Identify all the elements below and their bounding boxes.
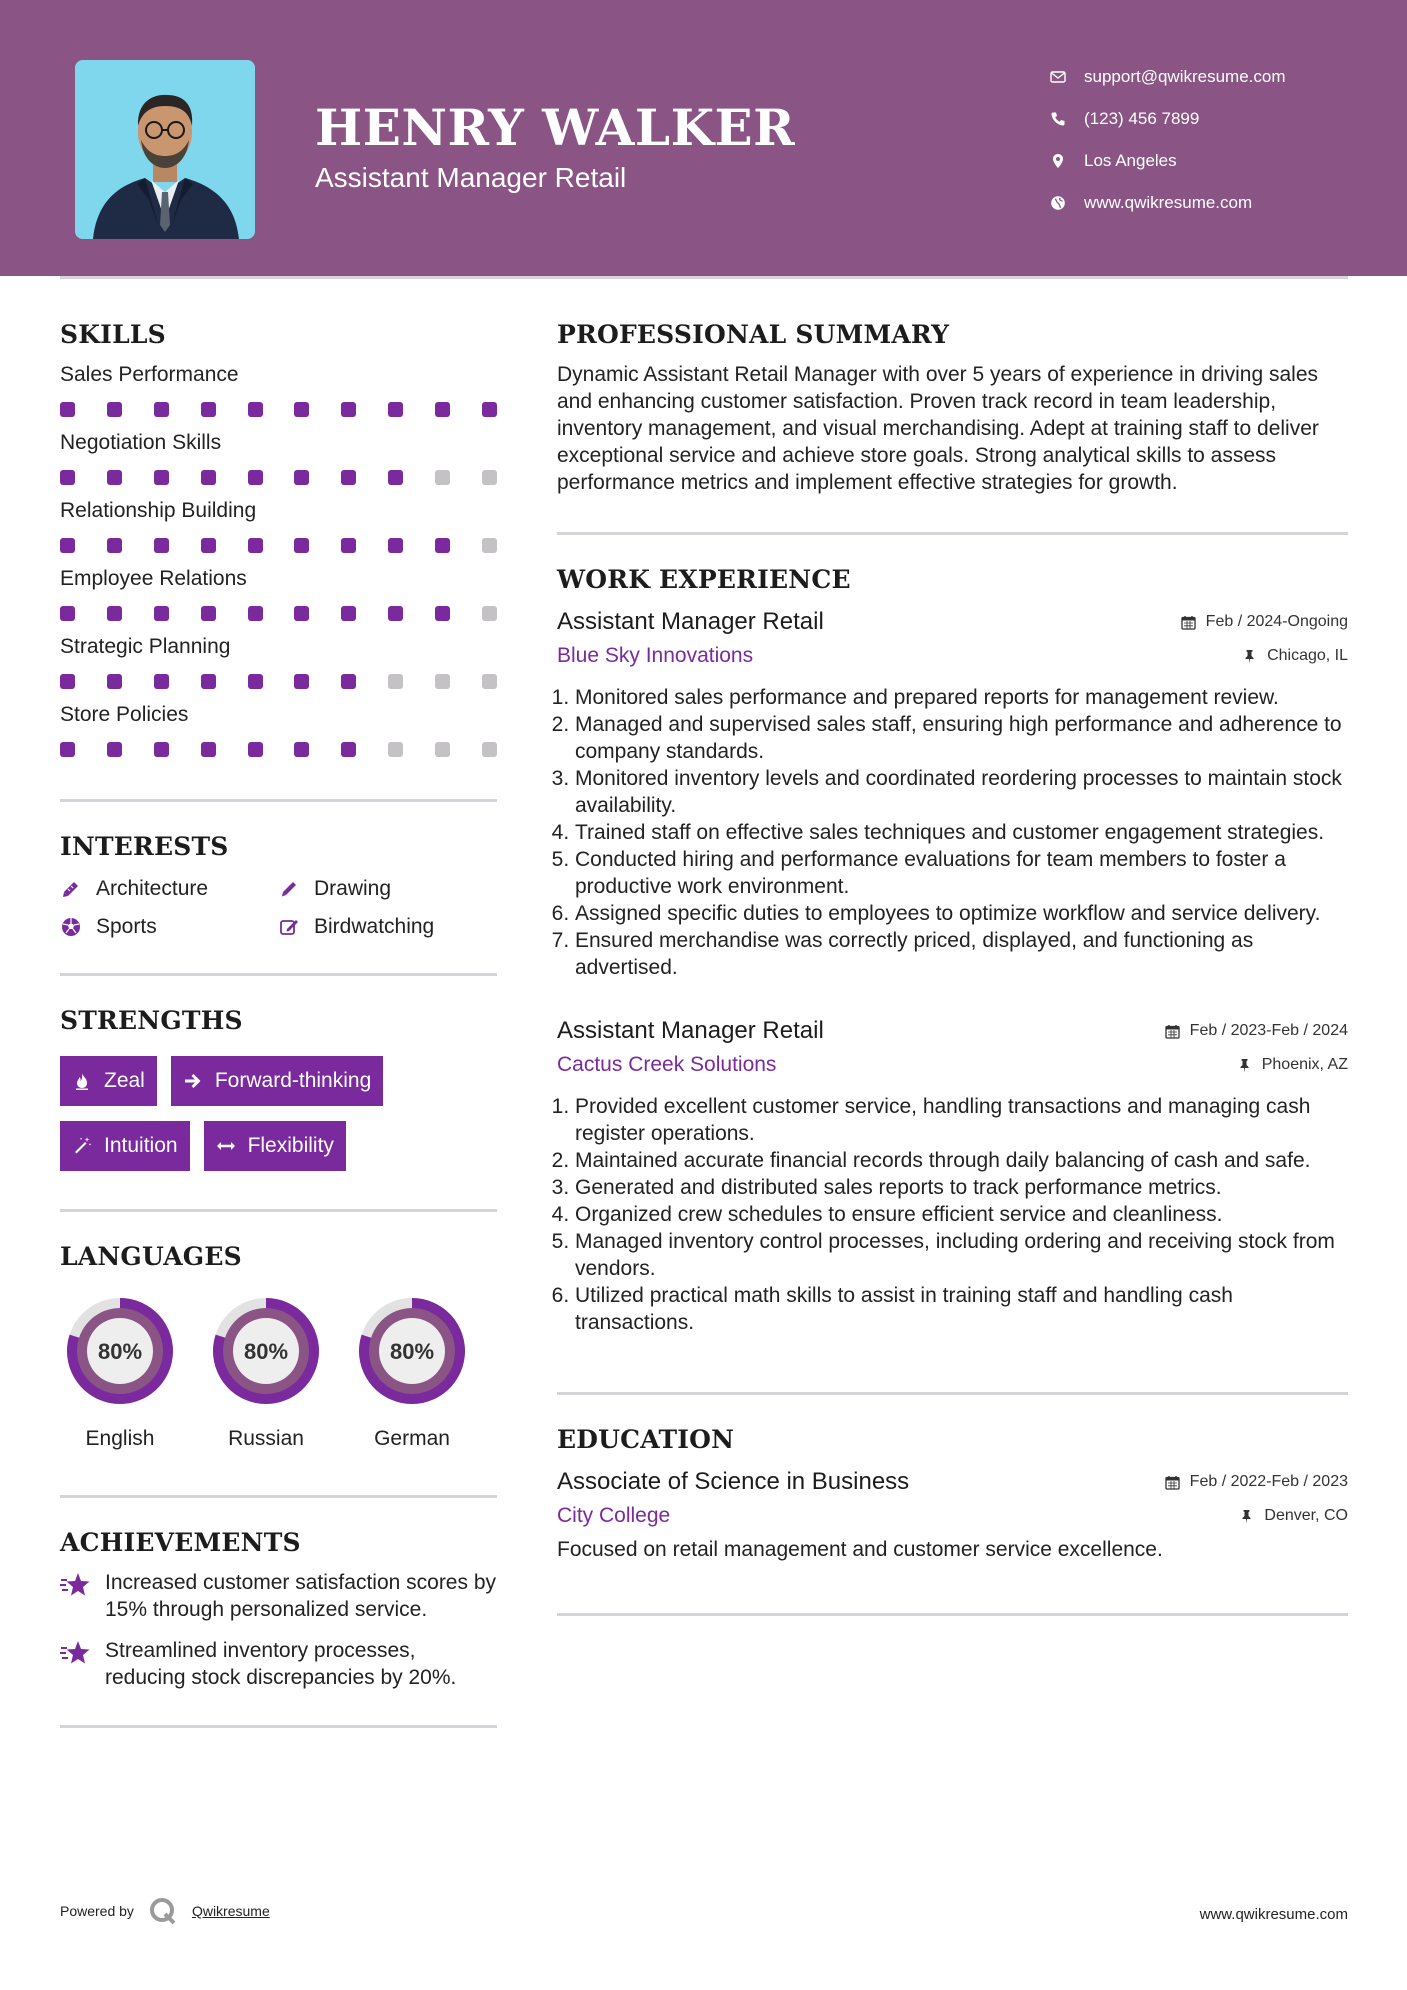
calendar-icon bbox=[1165, 1024, 1180, 1039]
skill-dot-filled bbox=[60, 674, 75, 689]
school-name: City College bbox=[557, 1504, 671, 1527]
achievement-text: Streamlined inventory processes, reducing stock discrepancies by 20%. bbox=[105, 1639, 457, 1689]
skill-dot-filled bbox=[248, 538, 263, 553]
skills-title: SKILLS bbox=[60, 320, 166, 349]
interest-item bbox=[60, 877, 278, 901]
job-location bbox=[1242, 647, 1348, 665]
candidate-role: Assistant Manager Retail bbox=[315, 162, 627, 193]
job-title: Assistant Manager Retail bbox=[557, 1017, 824, 1044]
skill-dot-filled bbox=[341, 402, 356, 417]
skill-dot-filled bbox=[201, 742, 216, 757]
achievement-item bbox=[60, 1569, 497, 1623]
skill-dot-filled bbox=[341, 470, 356, 485]
contact-phone-text: (123) 456 7899 bbox=[1084, 109, 1200, 128]
job-date-text: Feb / 2024-Ongoing bbox=[1205, 613, 1348, 630]
magic-wand-icon bbox=[72, 1136, 92, 1156]
job-location-text: Chicago, IL bbox=[1267, 647, 1348, 664]
strengths-tags bbox=[60, 1056, 497, 1171]
achievement-text: Increased customer satisfaction scores by 15% through personalized service. bbox=[105, 1571, 497, 1621]
header-divider bbox=[60, 276, 1348, 279]
qwikresume-logo-icon bbox=[148, 1896, 178, 1926]
language-percent: 80% bbox=[97, 1339, 143, 1364]
strength-label: Intuition bbox=[104, 1134, 178, 1157]
skill-dot-filled bbox=[341, 538, 356, 553]
job-subheader bbox=[557, 1053, 1348, 1077]
skill-dot-filled bbox=[60, 538, 75, 553]
resume-header bbox=[0, 0, 1407, 276]
language-item bbox=[206, 1291, 326, 1451]
language-percent: 80% bbox=[389, 1339, 435, 1364]
skill-dot-filled bbox=[341, 742, 356, 757]
contact-phone[interactable] bbox=[1050, 98, 1286, 140]
job-bullet: 4. Trained staff on effective sales techniques and customer engagement strategies. bbox=[575, 819, 1348, 846]
skill-dot-filled bbox=[107, 538, 122, 553]
languages-title: LANGUAGES bbox=[60, 1242, 242, 1271]
job-location bbox=[1237, 1056, 1348, 1074]
skill-dot-filled bbox=[388, 538, 403, 553]
pushpin-icon bbox=[1239, 1509, 1254, 1524]
skill-rating bbox=[60, 606, 497, 621]
job-bullet: 4. Organized crew schedules to ensure efficient service and cleanliness. bbox=[575, 1201, 1348, 1228]
interest-item bbox=[278, 915, 497, 939]
skill-label: Employee Relations bbox=[60, 567, 247, 590]
skill-dot-filled bbox=[435, 538, 450, 553]
education-title: EDUCATION bbox=[557, 1425, 735, 1454]
job-bullet: 2. Maintained accurate financial records through daily balancing of cash and safe. bbox=[575, 1147, 1348, 1174]
language-name: German bbox=[374, 1427, 450, 1450]
strengths-title: STRENGTHS bbox=[60, 1006, 243, 1035]
job-bullet: 3. Monitored inventory levels and coordinated reordering processes to maintain stock availability. bbox=[575, 765, 1348, 819]
skill-rating bbox=[60, 674, 497, 689]
education-header bbox=[557, 1468, 1348, 1496]
skill-item bbox=[60, 635, 497, 689]
job-bullet: 5. Conducted hiring and performance evaluations for team members to foster a productive work environment. bbox=[575, 846, 1348, 900]
skill-dot-filled bbox=[248, 402, 263, 417]
skill-label: Sales Performance bbox=[60, 363, 239, 386]
candidate-name: HENRY WALKER bbox=[315, 98, 796, 157]
job-bullet: 1. Provided excellent customer service, handling transactions and managing cash register operations. bbox=[575, 1093, 1348, 1147]
section-divider bbox=[60, 1725, 497, 1728]
skill-dot-filled bbox=[388, 402, 403, 417]
education-location-text: Denver, CO bbox=[1264, 1507, 1348, 1524]
fire-icon bbox=[72, 1071, 92, 1091]
skill-rating bbox=[60, 402, 497, 417]
skill-dot-filled bbox=[248, 742, 263, 757]
job-entry bbox=[557, 608, 1348, 981]
skill-dot-filled bbox=[201, 470, 216, 485]
strength-tag bbox=[60, 1121, 190, 1171]
summary-section bbox=[557, 320, 1348, 496]
job-title: Assistant Manager Retail bbox=[557, 608, 824, 635]
powered-by-label: Powered by bbox=[60, 1903, 134, 1919]
language-ring bbox=[206, 1291, 326, 1411]
skill-dot-empty bbox=[435, 742, 450, 757]
section-divider bbox=[60, 1495, 497, 1498]
education-description: Focused on retail management and customer service excellence. bbox=[557, 1538, 1163, 1561]
drafting-icon bbox=[60, 878, 96, 900]
languages-list bbox=[60, 1291, 497, 1451]
skill-dot-filled bbox=[341, 674, 356, 689]
skill-dot-filled bbox=[341, 606, 356, 621]
interest-label: Birdwatching bbox=[314, 915, 435, 938]
skill-dot-empty bbox=[482, 470, 497, 485]
qwikresume-link[interactable]: Qwikresume bbox=[191, 1903, 270, 1919]
skill-dot-empty bbox=[482, 538, 497, 553]
calendar-icon bbox=[1165, 1475, 1180, 1490]
job-header bbox=[557, 608, 1348, 636]
contact-website-text: www.qwikresume.com bbox=[1084, 193, 1253, 212]
skill-label: Relationship Building bbox=[60, 499, 257, 522]
job-bullet: 1. Monitored sales performance and prepared reports for management review. bbox=[575, 684, 1348, 711]
right-column bbox=[557, 320, 1348, 1616]
education-date-text: Feb / 2022-Feb / 2023 bbox=[1189, 1473, 1348, 1490]
section-divider bbox=[60, 973, 497, 976]
section-divider bbox=[557, 532, 1348, 535]
achievement-item bbox=[60, 1637, 497, 1691]
experience-section bbox=[557, 565, 1348, 1336]
star-icon bbox=[60, 1569, 105, 1623]
skill-dot-empty bbox=[435, 470, 450, 485]
skill-rating bbox=[60, 538, 497, 553]
footer-website[interactable]: www.qwikresume.com bbox=[1199, 1906, 1348, 1923]
skill-dot-filled bbox=[60, 470, 75, 485]
section-divider bbox=[557, 1392, 1348, 1395]
job-bullet: 2. Managed and supervised sales staff, ensuring high performance and adherence to company standards. bbox=[575, 711, 1348, 765]
soccer-ball-icon bbox=[60, 916, 96, 938]
skill-dot-filled bbox=[435, 606, 450, 621]
skill-dot-empty bbox=[482, 742, 497, 757]
language-ring bbox=[352, 1291, 472, 1411]
skill-dot-filled bbox=[154, 742, 169, 757]
interest-item bbox=[60, 915, 278, 939]
interest-label: Architecture bbox=[96, 877, 209, 900]
job-bullet: 6. Utilized practical math skills to assist in training staff and handling cash transactions. bbox=[575, 1282, 1348, 1336]
skill-label: Store Policies bbox=[60, 703, 189, 726]
skill-dot-empty bbox=[482, 606, 497, 621]
skill-dot-filled bbox=[154, 402, 169, 417]
language-name: English bbox=[85, 1427, 155, 1450]
achievements-title: ACHIEVEMENTS bbox=[60, 1528, 301, 1557]
job-entry bbox=[557, 1017, 1348, 1336]
interests-title: INTERESTS bbox=[60, 832, 229, 861]
job-bullets bbox=[557, 684, 1348, 981]
skill-dot-empty bbox=[435, 674, 450, 689]
pushpin-icon bbox=[1242, 649, 1257, 664]
skill-dot-filled bbox=[201, 674, 216, 689]
contact-email[interactable] bbox=[1050, 56, 1286, 98]
job-bullets bbox=[557, 1093, 1348, 1336]
skill-item bbox=[60, 703, 497, 757]
job-date-text: Feb / 2023-Feb / 2024 bbox=[1189, 1022, 1348, 1039]
phone-icon bbox=[1050, 111, 1084, 127]
education-subheader bbox=[557, 1504, 1348, 1528]
skill-dot-filled bbox=[107, 674, 122, 689]
skill-dot-empty bbox=[388, 674, 403, 689]
strength-label: Flexibility bbox=[247, 1134, 334, 1157]
pushpin-icon bbox=[1237, 1058, 1252, 1073]
language-item bbox=[352, 1291, 472, 1451]
skill-dot-filled bbox=[294, 606, 309, 621]
degree-title: Associate of Science in Business bbox=[557, 1468, 910, 1495]
skill-rating bbox=[60, 742, 497, 757]
skill-dot-filled bbox=[107, 742, 122, 757]
contact-location bbox=[1050, 140, 1286, 182]
section-divider bbox=[557, 1613, 1348, 1616]
education-location bbox=[1239, 1507, 1348, 1525]
skill-dot-filled bbox=[60, 402, 75, 417]
education-section bbox=[557, 1425, 1348, 1563]
skill-dot-filled bbox=[248, 470, 263, 485]
interests-section bbox=[60, 832, 497, 939]
skill-item bbox=[60, 363, 497, 417]
achievements-section bbox=[60, 1528, 497, 1691]
location-icon bbox=[1050, 153, 1084, 169]
skill-dot-filled bbox=[294, 402, 309, 417]
skill-dot-filled bbox=[201, 402, 216, 417]
section-divider bbox=[60, 799, 497, 802]
job-bullet: 6. Assigned specific duties to employees to optimize workflow and service delivery. bbox=[575, 900, 1348, 927]
skill-label: Negotiation Skills bbox=[60, 431, 222, 454]
skill-dot-filled bbox=[388, 470, 403, 485]
arrows-horizontal-icon bbox=[216, 1136, 236, 1156]
skill-dot-filled bbox=[388, 606, 403, 621]
job-date bbox=[1165, 1022, 1348, 1040]
company-name: Blue Sky Innovations bbox=[557, 644, 754, 667]
contact-location-text: Los Angeles bbox=[1084, 151, 1177, 170]
education-date bbox=[1165, 1473, 1348, 1491]
skill-dot-filled bbox=[201, 606, 216, 621]
skill-dot-filled bbox=[201, 538, 216, 553]
skill-label: Strategic Planning bbox=[60, 635, 231, 658]
edit-icon bbox=[278, 916, 314, 938]
skill-dot-filled bbox=[60, 742, 75, 757]
contact-website[interactable] bbox=[1050, 182, 1286, 224]
skill-dot-filled bbox=[435, 402, 450, 417]
star-icon bbox=[60, 1637, 105, 1691]
language-ring bbox=[60, 1291, 180, 1411]
skill-dot-filled bbox=[294, 470, 309, 485]
strength-label: Zeal bbox=[104, 1069, 145, 1092]
interests-grid bbox=[60, 877, 497, 939]
contact-email-text: support@qwikresume.com bbox=[1084, 67, 1286, 86]
skill-rating bbox=[60, 470, 497, 485]
languages-section bbox=[60, 1242, 497, 1451]
job-bullet: 3. Generated and distributed sales reports to track performance metrics. bbox=[575, 1174, 1348, 1201]
job-location-text: Phoenix, AZ bbox=[1261, 1056, 1348, 1073]
arrow-right-icon bbox=[183, 1071, 203, 1091]
skill-item bbox=[60, 499, 497, 553]
job-bullet: 7. Ensured merchandise was correctly priced, displayed, and functioning as advertised. bbox=[575, 927, 1348, 981]
skill-dot-filled bbox=[154, 538, 169, 553]
interest-label: Drawing bbox=[314, 877, 392, 900]
company-name: Cactus Creek Solutions bbox=[557, 1053, 777, 1076]
skill-dot-filled bbox=[294, 538, 309, 553]
skill-item bbox=[60, 431, 497, 485]
envelope-icon bbox=[1050, 69, 1084, 85]
skill-dot-filled bbox=[154, 674, 169, 689]
strengths-section bbox=[60, 1006, 497, 1171]
interest-label: Sports bbox=[96, 915, 157, 938]
skill-dot-empty bbox=[388, 742, 403, 757]
language-name: Russian bbox=[228, 1427, 304, 1450]
strength-tag bbox=[171, 1056, 383, 1106]
pencil-icon bbox=[278, 878, 314, 900]
skill-dot-filled bbox=[107, 402, 122, 417]
language-percent: 80% bbox=[243, 1339, 289, 1364]
skill-dot-filled bbox=[294, 674, 309, 689]
language-item bbox=[60, 1291, 180, 1451]
section-divider bbox=[60, 1209, 497, 1212]
skill-item bbox=[60, 567, 497, 621]
skill-dot-empty bbox=[482, 674, 497, 689]
skills-section bbox=[60, 320, 497, 757]
strength-tag bbox=[204, 1121, 346, 1171]
skill-dot-filled bbox=[107, 470, 122, 485]
summary-title: PROFESSIONAL SUMMARY bbox=[557, 320, 950, 349]
skill-dot-filled bbox=[154, 470, 169, 485]
left-column bbox=[60, 320, 497, 1728]
skills-list bbox=[60, 363, 497, 757]
contact-list bbox=[1050, 56, 1286, 224]
job-header bbox=[557, 1017, 1348, 1045]
skill-dot-filled bbox=[248, 606, 263, 621]
skill-dot-filled bbox=[294, 742, 309, 757]
strength-tag bbox=[60, 1056, 157, 1106]
strength-label: Forward-thinking bbox=[214, 1069, 372, 1092]
skill-dot-filled bbox=[482, 402, 497, 417]
job-date bbox=[1181, 613, 1348, 631]
calendar-icon bbox=[1181, 615, 1196, 630]
globe-icon bbox=[1050, 195, 1084, 211]
skill-dot-filled bbox=[60, 606, 75, 621]
profile-photo bbox=[75, 60, 255, 239]
person-avatar-icon bbox=[75, 60, 255, 239]
skill-dot-filled bbox=[107, 606, 122, 621]
skill-dot-filled bbox=[154, 606, 169, 621]
summary-text: Dynamic Assistant Retail Manager with over 5 years of experience in driving sales and enhancing customer satisfaction. Proven track record in team leadership, inventory management, and visual merchandising. Adept at training staff to deliver exceptional service and achieve store goals. Strong analytical skills to assess performance metrics and implement effective strategies for growth. bbox=[557, 363, 1319, 494]
interest-item bbox=[278, 877, 497, 901]
footer-powered-by bbox=[60, 1896, 270, 1926]
job-bullet: 5. Managed inventory control processes, including ordering and receiving stock from vendors. bbox=[575, 1228, 1348, 1282]
skill-dot-filled bbox=[248, 674, 263, 689]
job-subheader bbox=[557, 644, 1348, 668]
experience-title: WORK EXPERIENCE bbox=[557, 565, 851, 594]
